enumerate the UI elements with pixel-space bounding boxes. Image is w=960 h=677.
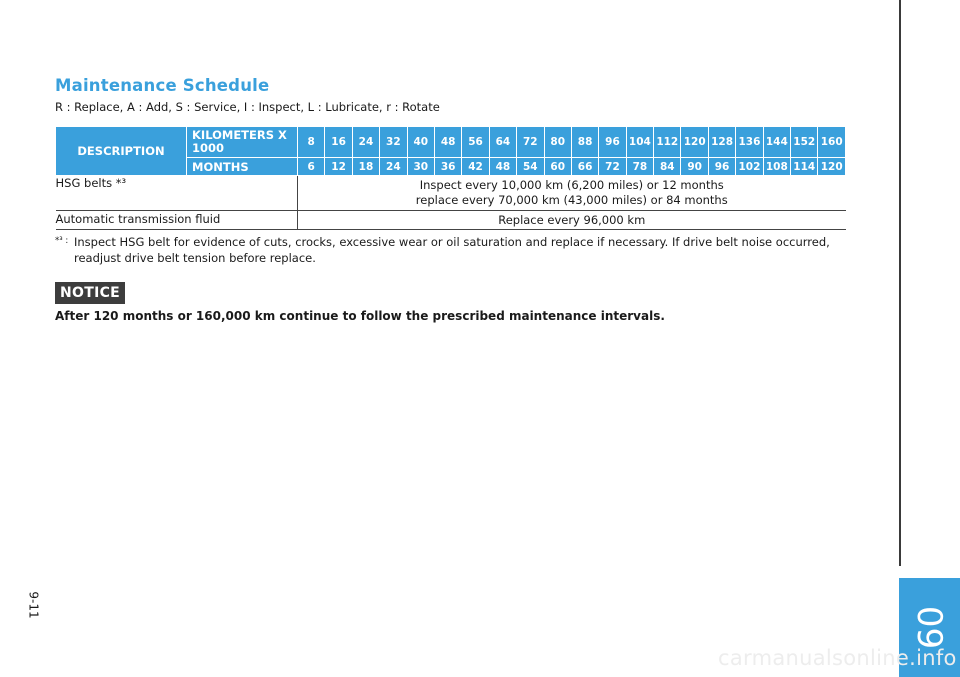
- kilometers-header: KILOMETERS X 1000: [187, 127, 298, 158]
- month-cell: 102: [736, 158, 763, 176]
- month-cell: 96: [708, 158, 735, 176]
- kilometers-header-row: [56, 127, 846, 158]
- km-cell: 160: [818, 127, 846, 158]
- footnote: [55, 234, 845, 266]
- month-cell: 84: [654, 158, 681, 176]
- interval-line: replace every 70,000 km (43,000 miles) or 84 months: [415, 193, 728, 207]
- km-cell: 112: [654, 127, 681, 158]
- month-cell: 6: [298, 158, 325, 176]
- km-cell: 136: [736, 127, 763, 158]
- item-hsg-belts: HSG belts *³: [56, 176, 298, 211]
- table-row: [56, 176, 846, 211]
- month-cell: 42: [462, 158, 489, 176]
- abbreviation-legend: R : Replace, A : Add, S : Service, I : Inspect, L : Lubricate, r : Rotate: [55, 100, 440, 114]
- month-cell: 78: [626, 158, 653, 176]
- km-cell: 48: [434, 127, 461, 158]
- month-cell: 24: [380, 158, 407, 176]
- km-cell: 24: [352, 127, 379, 158]
- km-cell: 120: [681, 127, 708, 158]
- footnote-text: Inspect HSG belt for evidence of cuts, crocks, excessive wear or oil saturation and replace if necessary. If drive belt noise occurred, readjust drive belt tension before replace.: [74, 235, 830, 265]
- table-row: [56, 211, 846, 230]
- side-divider: [899, 0, 901, 566]
- km-cell: 88: [571, 127, 598, 158]
- km-cell: 40: [407, 127, 434, 158]
- maintenance-schedule-table: [55, 126, 846, 230]
- footnote-mark: *³ :: [55, 236, 69, 246]
- km-cell: 72: [517, 127, 544, 158]
- transmission-fluid-interval: Replace every 96,000 km: [298, 211, 846, 230]
- month-cell: 60: [544, 158, 571, 176]
- km-cell: 96: [599, 127, 626, 158]
- month-cell: 18: [352, 158, 379, 176]
- month-cell: 12: [325, 158, 352, 176]
- notice-badge: NOTICE: [55, 282, 125, 304]
- km-cell: 64: [489, 127, 516, 158]
- month-cell: 48: [489, 158, 516, 176]
- page-number: 9-11: [26, 591, 41, 619]
- km-cell: 16: [325, 127, 352, 158]
- month-cell: 66: [571, 158, 598, 176]
- month-cell: 120: [818, 158, 846, 176]
- km-cell: 144: [763, 127, 790, 158]
- km-cell: 8: [298, 127, 325, 158]
- km-cell: 104: [626, 127, 653, 158]
- month-cell: 108: [763, 158, 790, 176]
- month-cell: 114: [791, 158, 818, 176]
- page-title: Maintenance Schedule: [55, 76, 270, 95]
- km-cell: 32: [380, 127, 407, 158]
- km-cell: 128: [708, 127, 735, 158]
- item-automatic-transmission-fluid: Automatic transmission fluid: [56, 211, 298, 230]
- month-cell: 72: [599, 158, 626, 176]
- km-cell: 56: [462, 127, 489, 158]
- months-header: MONTHS: [187, 158, 298, 176]
- month-cell: 36: [434, 158, 461, 176]
- km-cell: 80: [544, 127, 571, 158]
- chapter-number: 09: [909, 605, 950, 650]
- month-cell: 54: [517, 158, 544, 176]
- description-header: DESCRIPTION: [56, 127, 187, 176]
- month-cell: 90: [681, 158, 708, 176]
- notice-text: After 120 months or 160,000 km continue to follow the prescribed maintenance intervals.: [55, 309, 665, 323]
- km-cell: 152: [791, 127, 818, 158]
- hsg-belts-interval: [298, 176, 846, 211]
- interval-line: Inspect every 10,000 km (6,200 miles) or 12 months: [419, 178, 724, 192]
- watermark: carmanualsonline.info: [718, 646, 957, 670]
- month-cell: 30: [407, 158, 434, 176]
